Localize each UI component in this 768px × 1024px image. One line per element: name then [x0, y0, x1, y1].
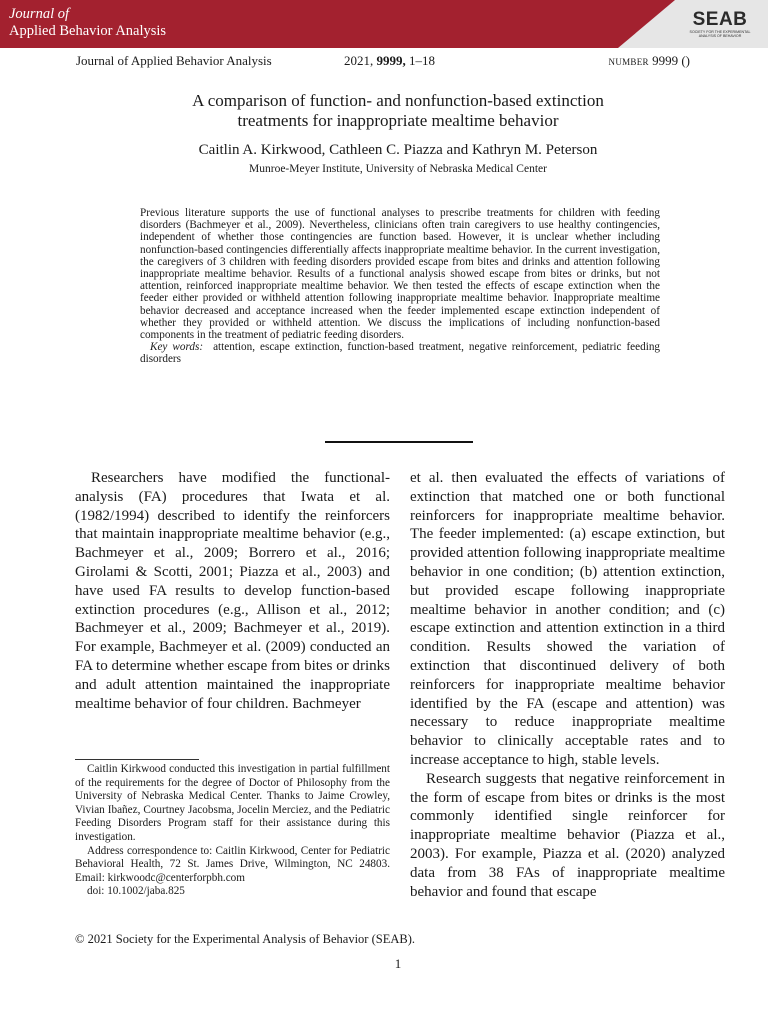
running-head-number-value: 9999 (): [652, 53, 690, 68]
body-paragraph: Researchers have modified the functional-analysis (FA) procedures that Iwata et al. (1982/1994) described to identify the reinforcers that maintain inappropriate mealtime behavior (e.g., Bachmeyer et al., 2009; Borrero et al., 2016; Girolami & Scotti, 2001; Piazza et al., 2003) and have used FA results to develop function-based extinction procedures (e.g., Allison et al., 2012; Bachmeyer et al., 2009; Bachmeyer et al., 2019). For example, Bachmeyer et al. (2009) conducted an FA to determine whether escape from bites or drinks and adult attention maintained the inappropriate mealtime behavior of four children. Bachmeyer: [75, 470, 390, 712]
running-head-citation: [344, 52, 435, 70]
journal-name-line2: Applied Behavior Analysis: [9, 23, 167, 39]
abstract-text: Previous literature supports the use of functional analyses to prescribe treatments for children with feeding disorders (Bachmeyer et al., 2009). Nevertheless, clinicians often train caregivers to use healthy contingencies, independent of whether those contingencies are function based. However, it is unclear whether including nonfunction-based contingencies differentially affects inappropriate mealtime behavior. In the current investigation, the caregivers of 3 children with feeding disorders provided escape from bites and drinks and attention following inappropriate mealtime behavior. Results of a functional analysis showed escape from bites or drinks, but not attention, reinforced inappropriate mealtime behavior. We then tested the effects of escape extinction when the feeder either provided or withheld attention following inappropriate mealtime behavior. Inappropriate mealtime behavior decreased and acceptance increased when the feeder implemented escape extinction independent of whether they provided or withheld attention. We discuss the implications of including nonfunction-based components in the treatment of pediatric feeding disorders.: [140, 207, 660, 342]
running-head-volume: 9999,: [376, 53, 406, 68]
journal-banner: [0, 0, 768, 48]
keywords-text: attention, escape extinction, function-based treatment, negative reinforcement, pediatric feeding disorders: [140, 341, 661, 366]
seab-logo-subtext: SOCIETY FOR THE EXPERIMENTAL ANALYSIS OF BEHAVIOR: [689, 30, 751, 39]
copyright-notice: © 2021 Society for the Experimental Analysis of Behavior (SEAB).: [75, 932, 415, 946]
abstract: [140, 207, 660, 366]
article-title-line1: A comparison of function- and nonfunction-based extinction: [192, 91, 604, 110]
body-paragraph: Research suggests that negative reinforcement in the form of escape from bites or drinks is the most commonly identified single reinforcer for inappropriate mealtime behavior (Piazza et al., 2003). For example, Piazza et al. (2020) analyzed data from 38 FAs of inappropriate mealtime behavior and found that escape: [410, 770, 725, 900]
body-paragraph: et al. then evaluated the effects of variations of extinction that matched one or both functional reinforcers for inappropriate mealtime behavior. The feeder implemented: (a) escape extinction, but provided attention following inappropriate mealtime behavior in one condition; (b) attention extinction, but provided escape following inappropriate mealtime behavior in another condition; and (c) escape extinction and attention extinction in a third condition. Results showed the variation of extinction that discontinued delivery of both reinforcers for inappropriate mealtime behavior identified by the FA (escape and attention) was necessary to reduce inappropriate mealtime behavior to clinically acceptable rates and to increase acceptance to high, stable levels.: [410, 470, 725, 768]
running-head: [76, 52, 690, 70]
running-head-number: [609, 52, 690, 70]
article-title: [0, 91, 768, 131]
body-column-right: [410, 469, 725, 901]
running-head-number-label: number: [608, 53, 649, 68]
page-number: 1: [394, 956, 402, 971]
footnotes: [75, 763, 390, 899]
body-column-left: [75, 469, 390, 713]
running-head-year: 2021,: [344, 53, 374, 68]
journal-name: [9, 6, 166, 40]
article-affiliation: Munroe-Meyer Institute, University of Nebraska Medical Center: [249, 163, 547, 175]
footnote-acknowledgement: Caitlin Kirkwood conducted this investigation in partial fulfillment of the requirements for the degree of Doctor of Philosophy from the University of Nebraska Medical Center. Thanks to Jaime Crowley, Vivian Ibañez, Courtney Jacobsma, Jocelin Merciez, and the Pediatric Feeding Disorders Program staff for their assistance during this investigation.: [75, 763, 390, 843]
footnote-divider: [75, 759, 199, 760]
footnote-doi: doi: 10.1002/jaba.825: [87, 885, 185, 898]
article-title-line2: treatments for inappropriate mealtime behavior: [237, 111, 559, 130]
running-head-pages: 1–18: [409, 53, 435, 68]
seab-logo: [682, 10, 758, 39]
seab-logo-text: SEAB: [692, 9, 748, 30]
running-head-journal: Journal of Applied Behavior Analysis: [76, 53, 272, 68]
article-authors: Caitlin A. Kirkwood, Cathleen C. Piazza and Kathryn M. Peterson: [198, 142, 598, 158]
journal-name-line1: Journal of: [9, 6, 70, 22]
keywords-label: Key words:: [150, 341, 204, 354]
footnote-correspondence: Address correspondence to: Caitlin Kirkwood, Center for Pediatric Behavioral Health, 72 St. James Drive, Wilmington, NC 24803. Email: kirkwoodc@centerforpbh.com: [75, 844, 390, 884]
section-divider: [325, 441, 473, 443]
